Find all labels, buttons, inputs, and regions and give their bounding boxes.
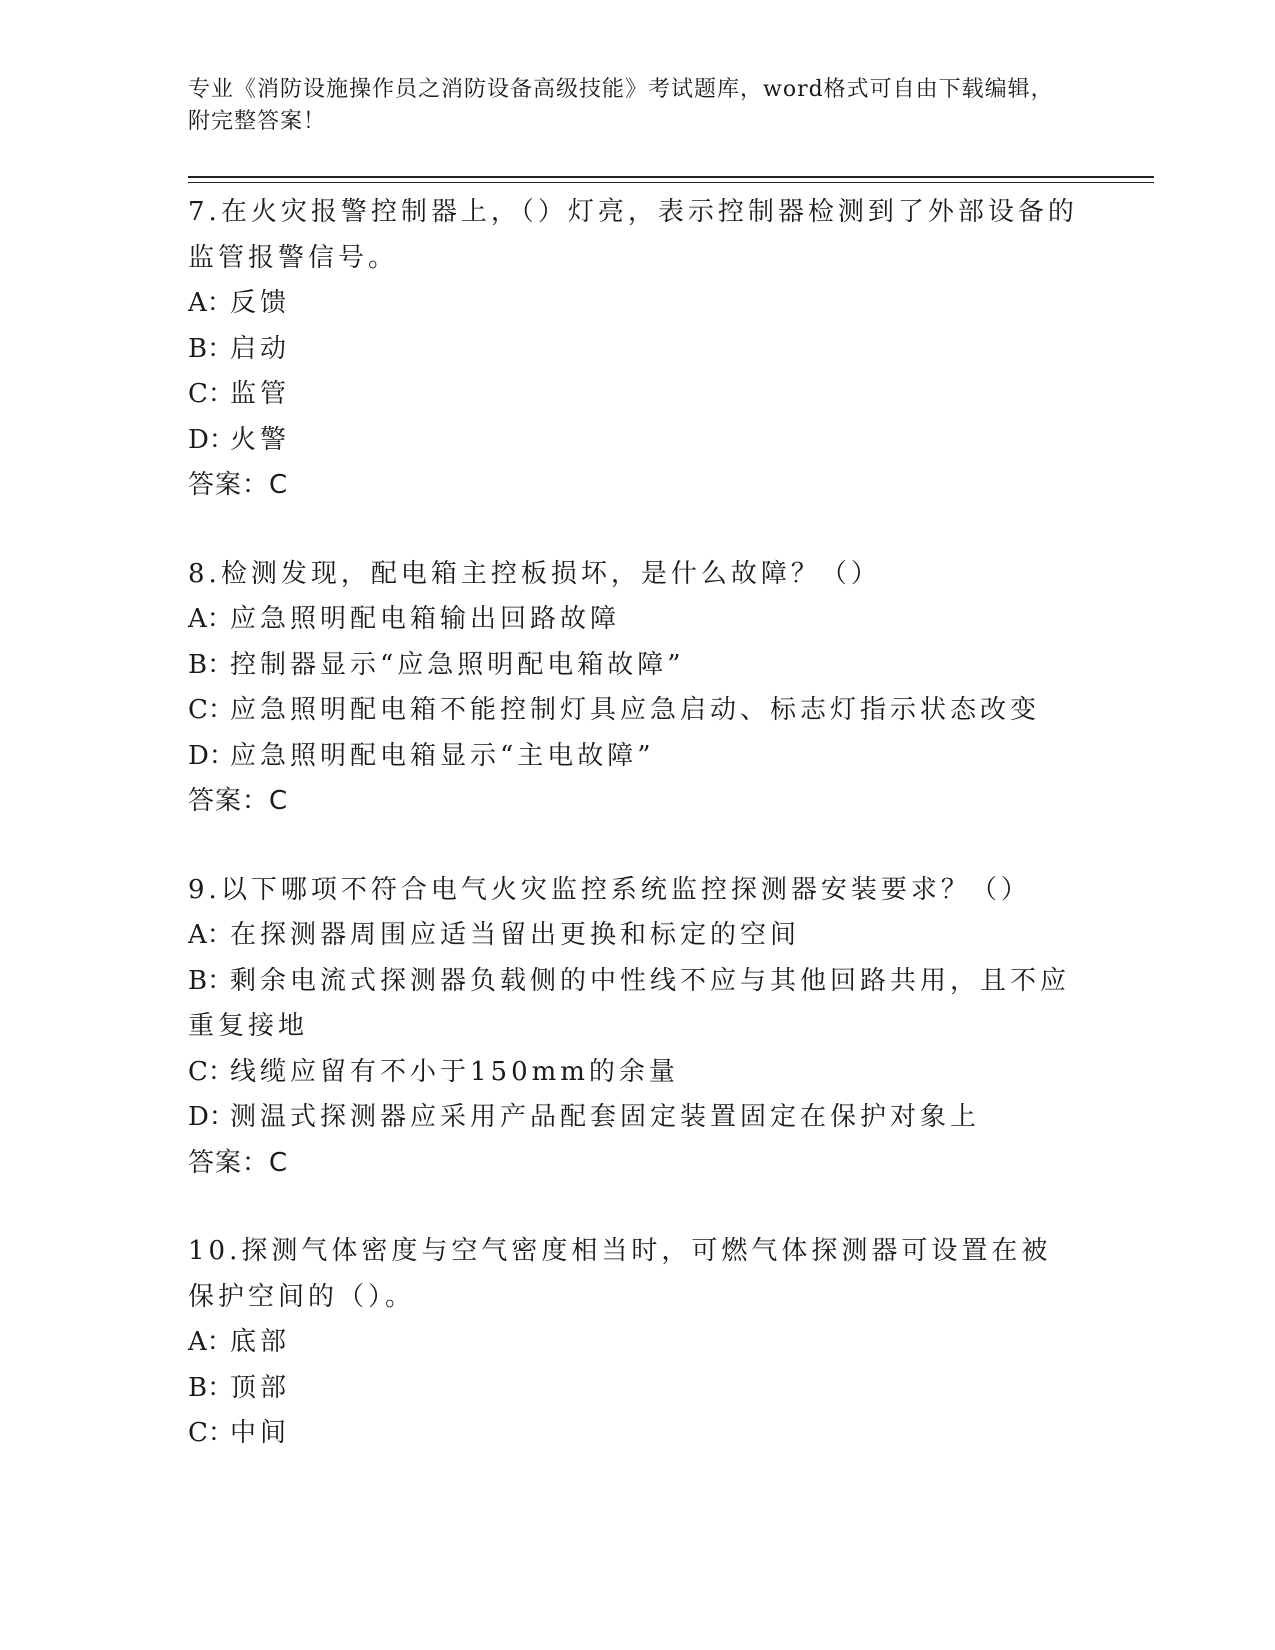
header-divider-thin (188, 182, 1154, 183)
option-d (188, 418, 1078, 464)
option-letter: B： (188, 965, 234, 996)
option-letter: B： (188, 649, 234, 680)
option-letter: C： (188, 1418, 234, 1448)
option-letter: D： (188, 740, 235, 771)
answer: 答案：C (188, 786, 289, 816)
header-divider (188, 176, 1154, 178)
question-stem (188, 868, 1078, 914)
option-b (188, 1366, 1078, 1412)
option-c (188, 1050, 1078, 1096)
option-c (188, 372, 1078, 418)
option-text: 应急照明配电箱不能控制灯具应急启动、标志灯指示状态改变 (230, 695, 1041, 725)
question-8 (188, 552, 1078, 825)
option-text: 在探测器周围应适当留出更换和标定的空间 (230, 920, 801, 950)
question-10 (188, 1229, 1078, 1457)
question-number: 10. (188, 1236, 242, 1266)
page-header: 专业《消防设施操作员之消防设备高级技能》考试题库，word格式可自由下载编辑，附完整答案！ (188, 77, 1054, 134)
option-b (188, 959, 1078, 1050)
option-text: 应急照明配电箱输出回路故障 (230, 604, 621, 634)
question-text: 以下哪项不符合电气火灾监控系统监控探测器安装要求？（） (220, 874, 1031, 905)
option-text: 测温式探测器应采用产品配套固定装置固定在保护对象上 (230, 1102, 981, 1132)
option-letter: C： (188, 1056, 234, 1087)
option-letter: A： (188, 288, 233, 318)
question-stem (188, 190, 1078, 281)
question-stem (188, 552, 1078, 598)
option-letter: D： (188, 1102, 235, 1132)
option-text: 火警 (230, 424, 291, 455)
option-text: 应急照明配电箱显示“主电故障” (230, 740, 655, 771)
option-letter: B： (188, 333, 234, 364)
question-stem (188, 1229, 1078, 1320)
option-letter: B： (188, 1372, 234, 1403)
question-text: 检测发现，配电箱主控板损坏，是什么故障？（） (220, 558, 881, 589)
option-text: 监管 (230, 379, 291, 409)
option-a (188, 1320, 1078, 1366)
option-letter: A： (188, 920, 233, 950)
option-d (188, 1095, 1078, 1141)
option-letter: C： (188, 379, 234, 409)
question-number: 8. (188, 558, 221, 589)
option-text: 顶部 (230, 1372, 291, 1403)
option-text: 底部 (230, 1327, 291, 1357)
question-text: 在火灾报警控制器上，（）灯亮，表示控制器检测到了外部设备的监管报警信号。 (188, 197, 1078, 273)
option-a (188, 597, 1078, 643)
question-text: 探测气体密度与空气密度相当时，可燃气体探测器可设置在被保护空间的（）。 (188, 1236, 1052, 1312)
option-letter: C： (188, 695, 234, 725)
option-text: 反馈 (230, 288, 291, 318)
question-number: 7. (188, 197, 221, 227)
option-letter: D： (188, 424, 235, 455)
option-text: 线缆应留有不小于150mm的余量 (230, 1056, 679, 1087)
answer: 答案：C (188, 1147, 289, 1178)
question-7 (188, 190, 1078, 509)
option-c (188, 1411, 1078, 1457)
question-list (188, 190, 1078, 1500)
question-number: 9. (188, 874, 221, 905)
option-text: 中间 (230, 1418, 291, 1448)
option-text: 启动 (230, 333, 291, 364)
option-d (188, 734, 1078, 780)
option-a (188, 913, 1078, 959)
option-letter: A： (188, 1327, 233, 1357)
option-b (188, 643, 1078, 689)
option-c (188, 688, 1078, 734)
option-a (188, 281, 1078, 327)
option-text: 控制器显示“应急照明配电箱故障” (230, 649, 685, 680)
question-9 (188, 868, 1078, 1187)
option-b (188, 327, 1078, 373)
option-text: 剩余电流式探测器负载侧的中性线不应与其他回路共用，且不应重复接地 (188, 965, 1071, 1041)
answer: 答案：C (188, 470, 289, 500)
option-letter: A： (188, 604, 233, 634)
